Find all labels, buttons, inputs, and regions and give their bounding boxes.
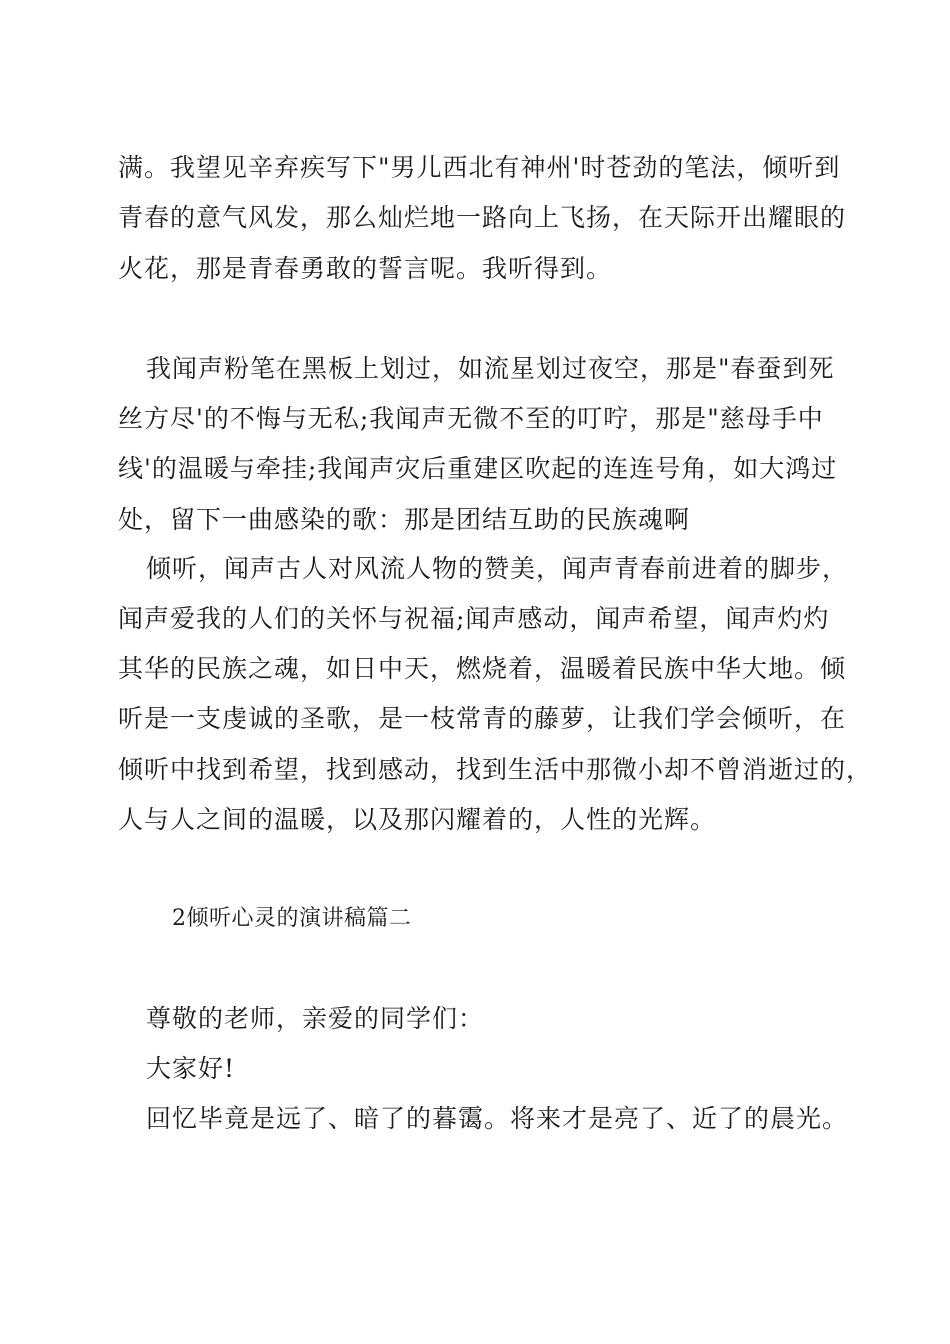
paragraph-2-line-4: 处，留下一曲感染的歌：那是团结互助的民族魂啊: [118, 505, 691, 534]
paragraph-3-line-1: 倾听，闻声古人对风流人物的赞美，闻声青春前进着的脚步，: [146, 554, 849, 583]
paragraph-1-line-1: 满。我望见辛弃疾写下"男儿西北有神州'时苍劲的笔法，倾听到: [118, 153, 841, 182]
paragraph-3-line-3: 其华的民族之魂，如日中天，燃烧着，温暖着民族中华大地。倾: [118, 654, 847, 683]
closing-line: 回忆毕竟是远了、暗了的暮霭。将来才是亮了、近了的晨光。: [146, 1104, 849, 1133]
paragraph-3-line-6: 人与人之间的温暖，以及那闪耀着的，人性的光辉。: [118, 805, 717, 834]
paragraph-1-line-2: 青春的意气风发，那么灿烂地一路向上飞扬，在天际开出耀眼的: [118, 203, 847, 232]
paragraph-3-line-5: 倾听中找到希望，找到感动，找到生活中那微小却不曾消逝过的，: [118, 755, 873, 784]
paragraph-2-line-1: 我闻声粉笔在黑板上划过，如流星划过夜空，那是"春蚕到死: [146, 354, 835, 383]
paragraph-1-line-3: 火花，那是青春勇敢的誓言呢。我听得到。: [118, 254, 613, 283]
paragraph-3-line-4: 听是一支虔诚的圣歌，是一枝常青的藤萝，让我们学会倾听，在: [118, 704, 847, 733]
paragraph-2-line-3: 线'的温暖与牵挂;我闻声灾后重建区吹起的连连号角，如大鸿过: [118, 454, 838, 483]
paragraph-3-line-2: 闻声爱我的人们的关怀与祝福;闻声感动，闻声希望，闻声灼灼: [118, 604, 830, 633]
section-heading: 2倾听心灵的演讲稿篇二: [172, 906, 412, 931]
paragraph-2-line-2: 丝方尽'的不悔与无私;我闻声无微不至的叮咛，那是"慈母手中: [118, 404, 824, 433]
greeting: 大家好!: [146, 1054, 236, 1083]
salutation: 尊敬的老师，亲爱的同学们：: [146, 1004, 485, 1033]
